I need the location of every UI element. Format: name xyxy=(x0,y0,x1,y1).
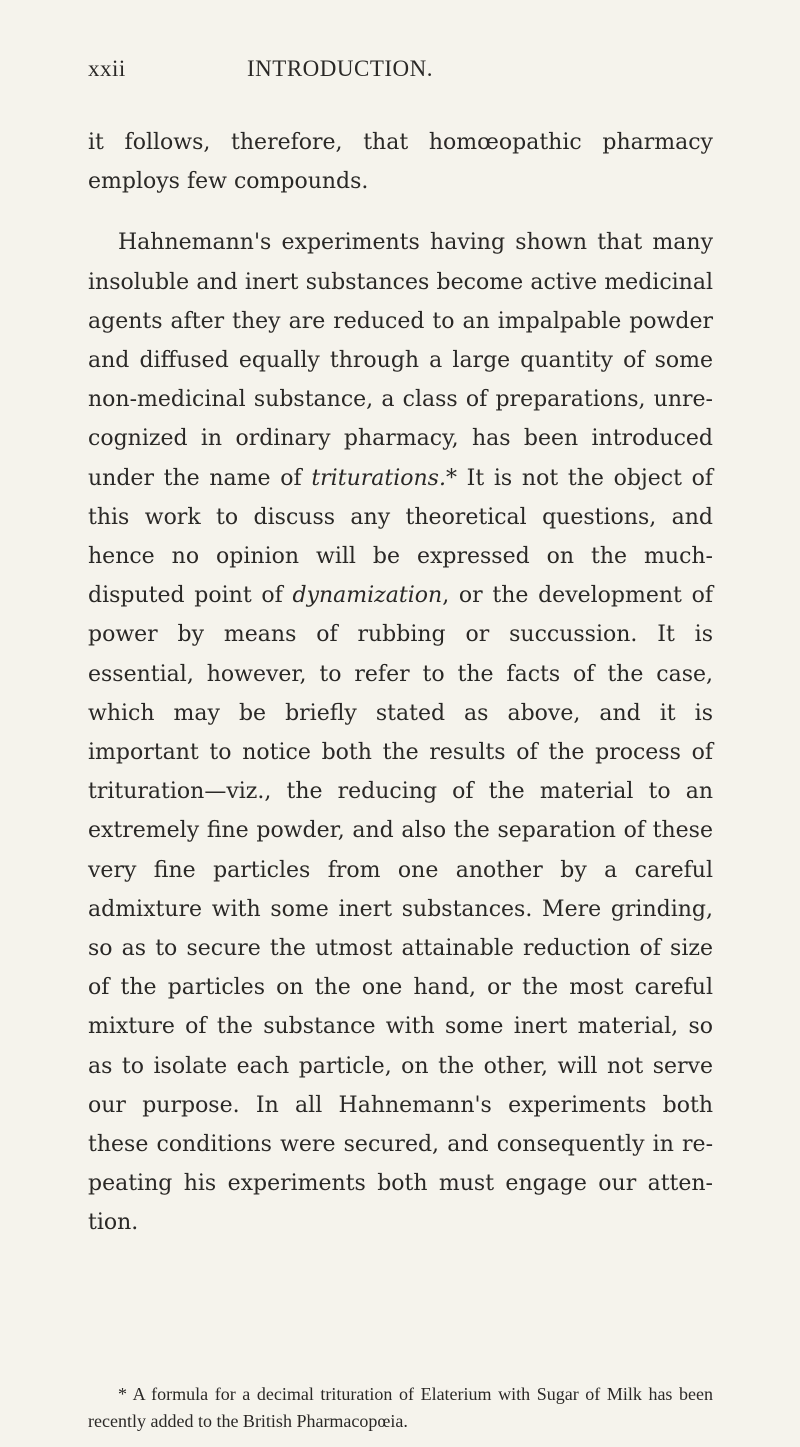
paragraph-1 xyxy=(88,123,713,201)
paragraph-1-text: it follows, therefore, that homœopathic pharmacy employs few compounds. xyxy=(88,130,713,195)
paragraph-2-text: It is not the object of this work to discuss any theoretical questions, and hence no opinion will be expressed on the much-disputed point of xyxy=(88,465,713,609)
footnote: * A formula for a decimal trituration of Elaterium with Sugar of Milk has been recently added to the British Pharmacopœia. xyxy=(88,1384,713,1431)
paragraph-2 xyxy=(88,223,713,1242)
running-title: INTRODUCTION. xyxy=(247,56,434,81)
italic-term-dynamization: dynamization xyxy=(292,583,443,609)
paragraph-2-text: , or the development of power by means of rubbing or succussion. It is essential, however, to refer to the facts of the case, which may be briefly stated as above, and it is important to notice both the results of the process of trituration—viz., the reducing of the material to an extremely fine powder, and also the separation of these very fine particles from one another by a careful admixture with some inert substances. Mere grinding, so as to secure the utmost attainable reduction of size of the particles on the one hand, or the most careful mixture of the substance with some inert material, so as to isolate each particle, on the other, will not serve our purpose. In all Hahnemann's experiments both these conditions were secured, and consequently in re-peating his experiments both must engage our atten-tion. xyxy=(88,583,713,1236)
italic-term-triturations: triturations.* xyxy=(311,465,457,491)
body-text xyxy=(88,123,713,1243)
paragraph-2-text: Hahnemann's experiments having shown that many insoluble and inert substances become active medicinal agents after they are reduced to an impalpable powder and diffused equally through a large quantity of some non-medicinal substance, a class of preparations, unre-cognized in ordinary pharmacy, has been introduced under the name of xyxy=(88,230,713,491)
page-number: xxii xyxy=(88,56,126,81)
page-header xyxy=(88,56,713,86)
